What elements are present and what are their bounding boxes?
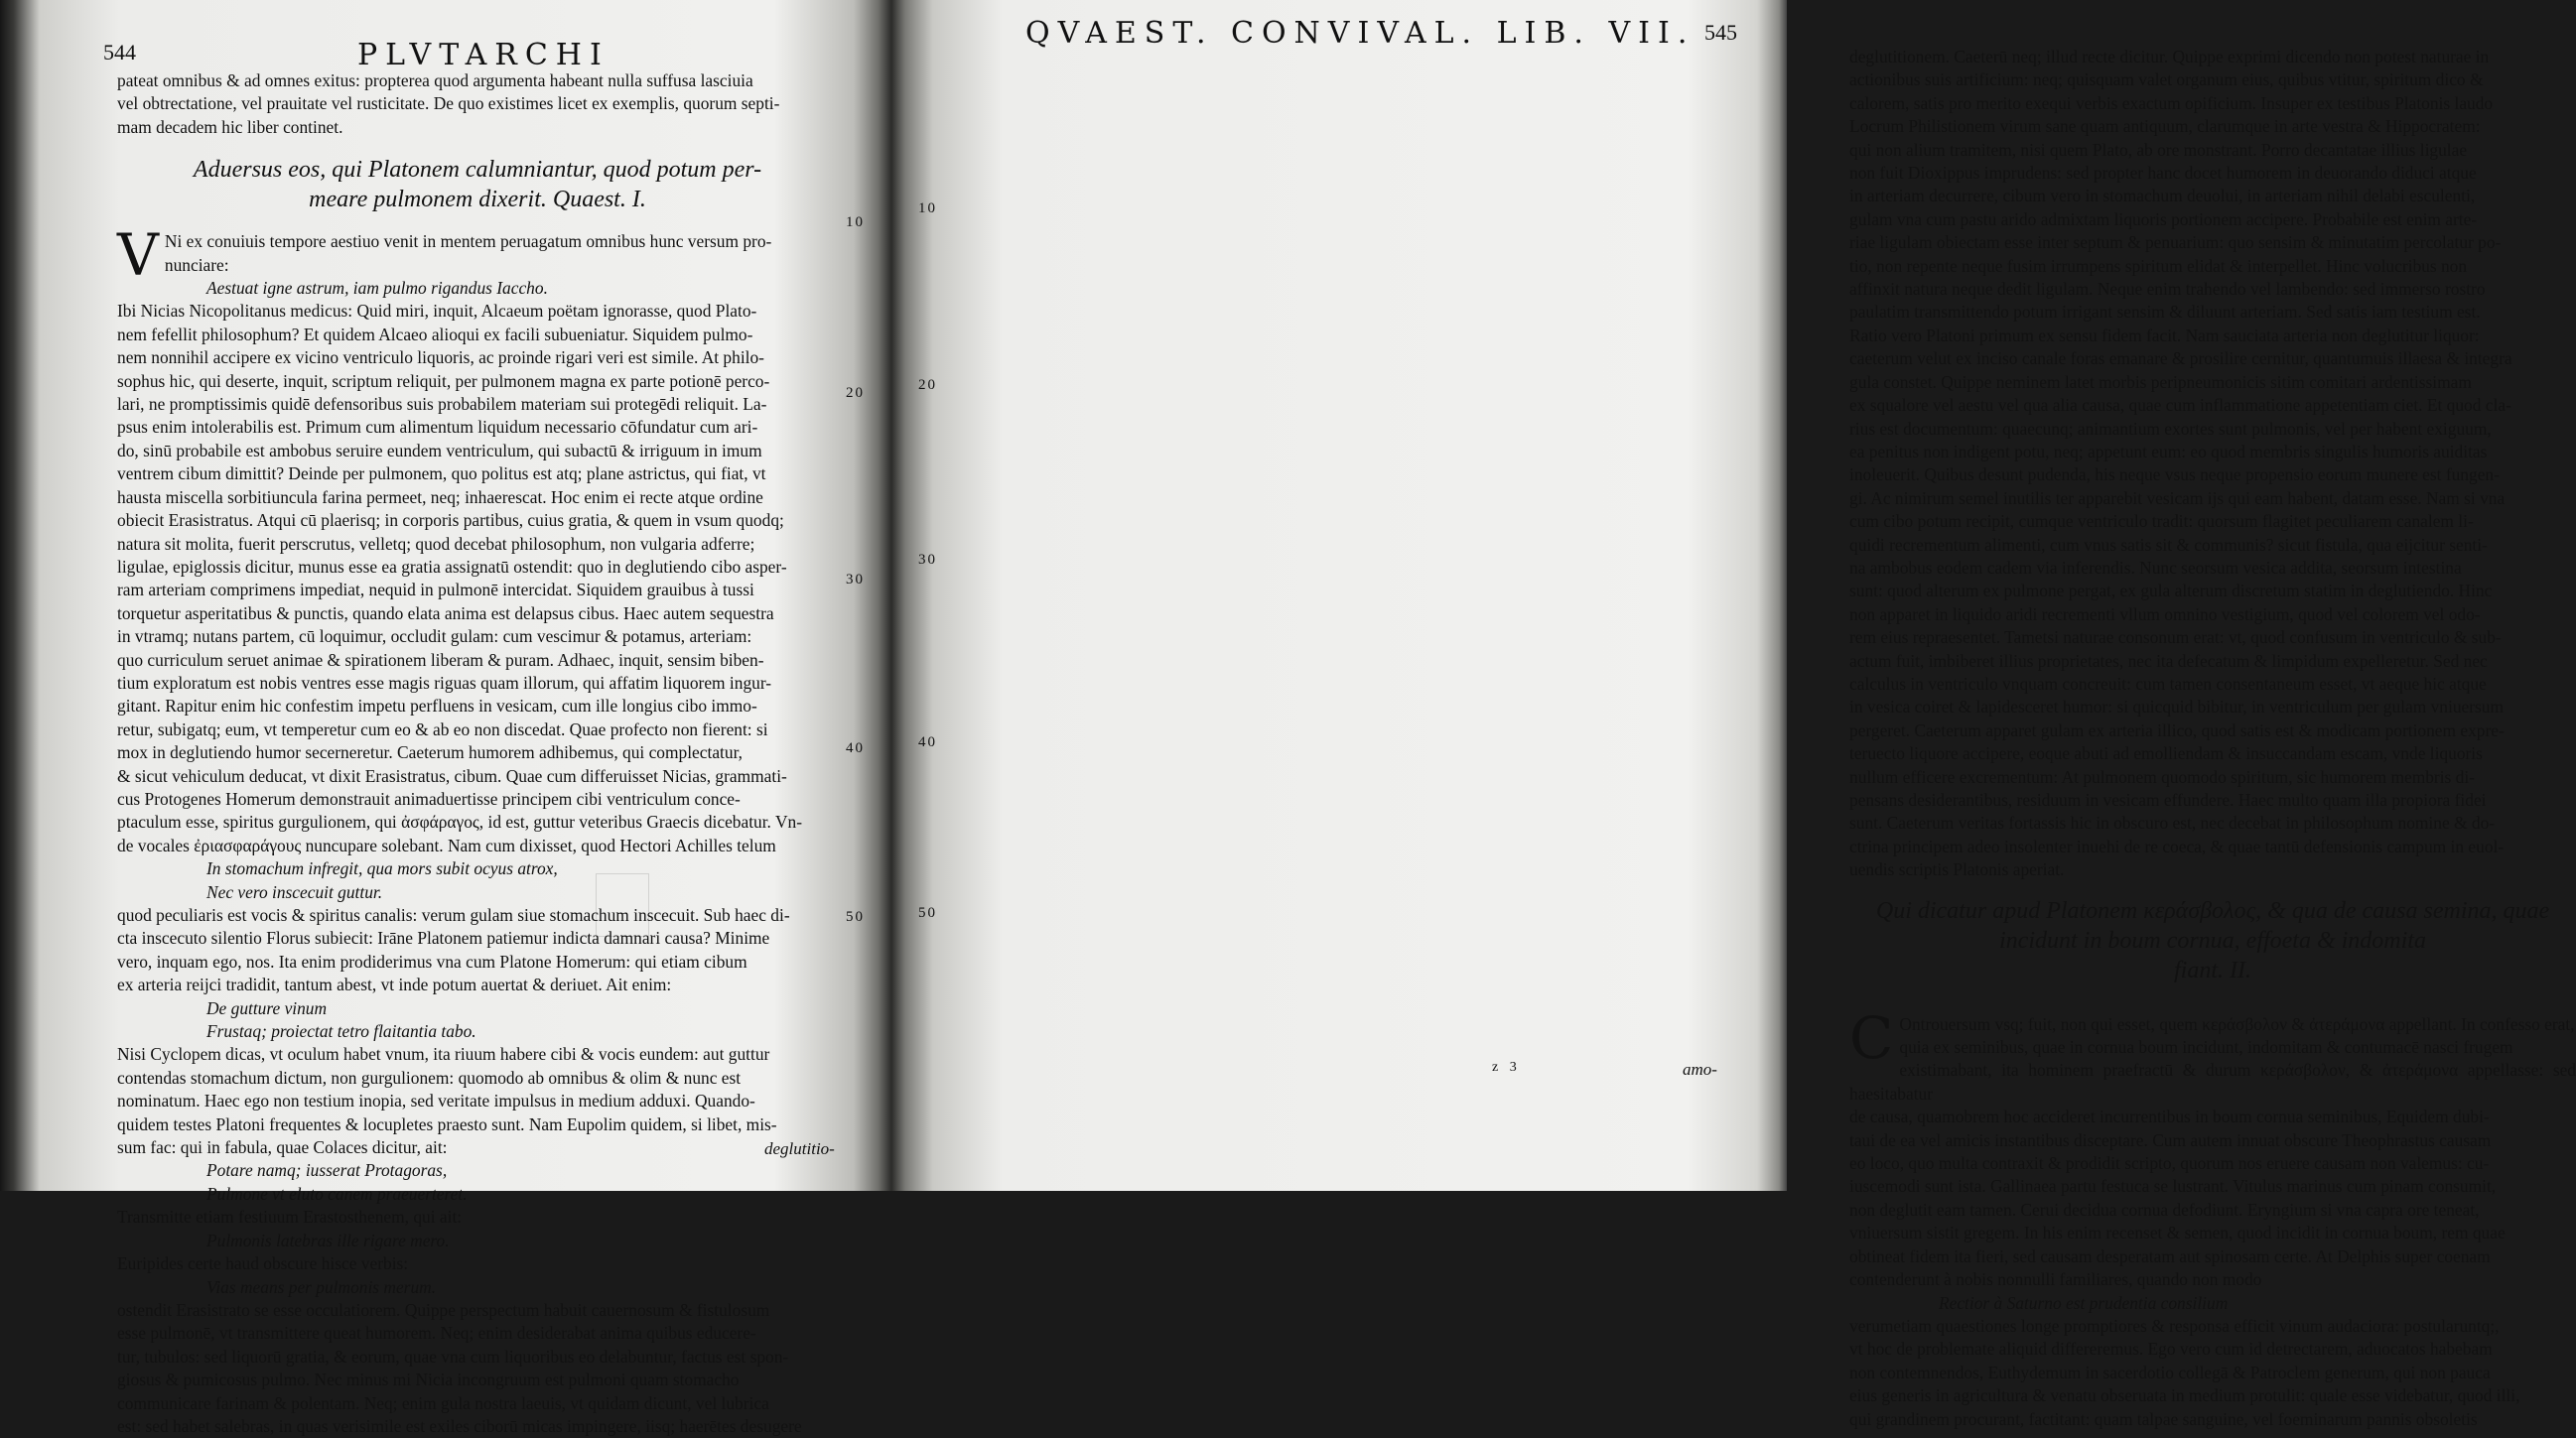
text-line: qui grandinem procurant, factitant: quam talpae sanguine, vel foeminarum pannis obsoletis: [1849, 1408, 2478, 1429]
text-line: sum fac: qui in fabula, quae Colaces dicitur, ait:: [117, 1137, 448, 1158]
text-line: non contemnendos, Euthydemum in sacerdotio collegā & Patroclem generum, qui non pauca: [1849, 1362, 2491, 1382]
question-heading: incidunt in boum cornua, effoeta & indomita: [1999, 927, 2426, 954]
text-line: Ibi Nicias Nicopolitanus medicus: Quid miri, inquit, Alcaeum poëtam ignorasse, quod Plato-: [117, 301, 757, 322]
right-line-number-20: 20: [918, 377, 937, 393]
text-line: nominatum. Haec ego non testium inopia, sed veritate impulsus in medium adduxi. Quando-: [117, 1091, 755, 1111]
right-page: [898, 0, 2576, 1429]
text-line: actum fuit, imbiberet illius proprietates, nec ita defecatum & limpidum expelleretur. Sed nec: [1849, 650, 2488, 671]
verse-quotation: Pulmone vt eluto canem praeuerteret.: [206, 1183, 468, 1204]
text-line: Euripides certe haud obscure hisce verbis:: [117, 1253, 409, 1274]
text-line: ea penitus non indigent potu, neq; appetunt eum: eo quod membris singulis humoris auiditas: [1849, 441, 2488, 461]
text-line: in vtramq; nutans partem, cū loquimur, occludit gulam: cum vescimur & potamus, arteriam:: [117, 626, 752, 647]
verse-quotation: Pulmonis latebras ille rigare mero.: [206, 1230, 450, 1250]
verse-quotation: Potare namq; iusserat Protagoras,: [206, 1160, 448, 1181]
text-line: actionibus suis artificium: neq; quisquam valet organum eius, quibus vtitur, spiritum dico &: [1849, 69, 2484, 90]
left-page: [0, 0, 888, 1436]
text-line: ligulae, epiglossis dicitur, munus esse ea gratia assignatū ostendit: quo in deglutiendo cibo asper-: [117, 556, 787, 577]
left-folio: 544: [103, 40, 136, 65]
verse-quotation: Aestuat igne astrum, iam pulmo rigandus Iaccho.: [206, 278, 548, 299]
intro-text-line: mam decadem hic liber continet.: [117, 116, 343, 137]
text-line: cum cibo potum recipit, cumque ventriculo tradit: quorsum flagitet peculiarem canalem li-: [1849, 511, 2474, 532]
text-line: & sicut vehiculum deducat, vt dixit Erasistratus, cibum. Quae cum differuisset Nicias, grammati-: [117, 765, 787, 786]
text-line: ventrem cibum dimittit? Deinde per pulmonem, quo politus est atq; plane astrictus, qui fiat, vt: [117, 463, 766, 484]
text-line: cus Protogenes Homerum demonstrauit animaduertisse principem cibi ventriculum conce-: [117, 788, 741, 809]
text-line: natura sit molita, fuerit perscrutus, velletq; quod decebat philosophum, non vulgaria adferre;: [117, 533, 755, 554]
text-line: gitant. Rapitur enim hic confestim impetu perfluens in vesicam, cum ille longius cibo immo-: [117, 696, 757, 717]
question-heading: meare pulmonem dixerit. Quaest. I.: [309, 187, 646, 213]
intro-text-line: pateat omnibus & ad omnes exitus: propterea quod argumenta habeant nulla suffusa lasciuia: [117, 70, 753, 90]
right-line-number-50: 50: [918, 905, 937, 921]
right-catchword: amo-: [1683, 1060, 1717, 1079]
text-line: caeterum velut ex inciso canale foras emanare & prosilire cernitur, quantumuis illaesa & integra: [1849, 348, 2512, 369]
question-heading: fiant. II.: [2174, 957, 2251, 983]
right-folio: 545: [1704, 20, 1737, 45]
text-line: iuscemodi sunt ista. Gallinaea partu festuca se lustrant. Vitulus marinus cum pinam consumit,: [1849, 1176, 2497, 1197]
left-line-number-30: 30: [846, 572, 865, 588]
signature-mark: z 3: [1492, 1060, 1521, 1075]
right-line-number-30: 30: [918, 552, 937, 568]
text-line: do, sinū probabile est ambobus seruire eundem ventriculum, qui subactū & irriguum in imum: [117, 440, 762, 460]
drop-capital: V: [117, 221, 159, 290]
text-line: Ontrouersum vsq; fuit, non qui esset, quem κεράσβολον & ἀτεράμονα appellant. In confesso erat,: [1899, 1013, 2575, 1034]
text-line: calculus in ventriculo vnquam concreuit: cum tamen consentaneum esset, vt aeque hic atque: [1849, 673, 2487, 694]
text-line: qui non alium tramitem, nisi quem Plato, ab ore monstrant. Porro decantatae illius ligulae: [1849, 139, 2468, 160]
text-line: taui de ea vel amicis instantibus disceptare. Cum autem innuat obscure Theophrastus causam: [1849, 1129, 2492, 1150]
text-line: affinxit natura neque dedit ligulam. Neque enim trahendo vel lambendo: sed immerso rostro: [1849, 279, 2486, 300]
text-line: gula constet. Quippe neminem latet morbis peripneumonicis sitim comitari ardentissimam: [1849, 371, 2472, 392]
text-line: deglutitionem. Caeterū neq; illud recte dicitur. Quippe exprimi dicendo non potest naturae in: [1849, 47, 2490, 66]
text-line: vniuersum sistit gregem. In his enim recenset & semen, quod incidit in cornua boum, rem quae: [1849, 1223, 2506, 1243]
left-line-number-20: 20: [846, 385, 865, 401]
text-line: giosus & pumicosus pulmo. Nec minus mi Nicia incongruum est pulmoni quam stomacho: [117, 1370, 740, 1390]
text-line: sunt. Caeterum veritas fortassis hic in obscuro est, nec decebat in philosophum nomine & do-: [1849, 813, 2496, 834]
text-line: non apparet in liquido aridi recrementi vllum omnino vestigium, quod vel colorem vel odo-: [1849, 603, 2481, 624]
text-line: gi. Ac nimirum semel inutilis ter apparebit vesicam ijs qui eam habent, datam esse. Nam si vna: [1849, 487, 2506, 508]
text-line: nem nonnihil accipere ex vicino ventriculo liquoris, ac proinde rigari veri est simile. At philo-: [117, 347, 764, 368]
verse-quotation: In stomachum infregit, qua mors subit ocyus atrox,: [206, 858, 558, 879]
verse-quotation: Vias means per pulmonis merum.: [206, 1276, 437, 1297]
text-line: est: sed habet salebras, in quas verisimile est exiles ciborū micas impingere, iisq; haerētes desugere: [117, 1415, 802, 1436]
text-line: sophus hic, qui deserte, inquit, scriptum reliquit, per pulmonem magna ex parte potionē perco-: [117, 370, 770, 391]
right-line-number-10: 10: [918, 200, 937, 216]
text-line: vt hoc de problemate aliquid differeremus. Ego vero cum id detrectarem, aduocatos habebam: [1849, 1339, 2493, 1360]
text-line: quod peculiaris est vocis & spiritus canalis: verum gulam siue stomachum inscecuit. Sub haec di-: [117, 905, 790, 925]
text-line: Transmitte etiam festiuum Erastosthenem, qui ait:: [117, 1207, 463, 1228]
text-line: nullum efficere excrementum: At pulmonem quomodo spiritum, sic humorem membris di-: [1849, 766, 2475, 787]
text-line: obiecit Erasistratus. Atqui cū plaerisq; in corporis partibus, cuius gratia, & quem in vsum quodq;: [117, 510, 784, 531]
intro-text-line: vel obtrectatione, vel prauitate vel rusticitate. De quo existimes licet ex exemplis, quorum septi-: [117, 93, 780, 114]
text-line: eius generis in agricultura & venatu obseruata in medium protulit: quale esse videbatur, quod illi,: [1849, 1385, 2520, 1406]
spacer: [1849, 882, 2576, 896]
text-line: existimabant, ita hominem praefractū & durum κεράσβολον, & ἀτεράμονα appellasse: sed haesitabatur: [1849, 1060, 2576, 1104]
verse-quotation: Frustaq; proiectat tetro flaitantia tabo.: [206, 1021, 476, 1042]
text-line: tur, tubulos: sed liquorū gratia, & eorum, quae vna cum liquoribus eo delabuntur, factus est spon-: [117, 1346, 789, 1367]
text-line: quia ex seminibus, quae in cornua boum incidunt, indomitam & contumacē nasci frugem: [1899, 1037, 2513, 1058]
text-line: eo loco, quo multa contraxit & prodidit scripto, quorum nos eruere causam non valemus: cu-: [1849, 1153, 2490, 1174]
question-heading: Aduersus eos, qui Platonem calumniantur, quod potum per-: [193, 157, 762, 184]
text-line: communicare farinam & polentam. Neq; enim gula nostra laeuis, vt quidam dicunt, vel lubrica: [117, 1392, 769, 1413]
text-line: uendis scriptis Platonis aperiat.: [1849, 859, 2065, 880]
text-line: de causa, quamobrem hoc accideret incurrentibus in boum cornua seminibus, Equidem dubi-: [1849, 1107, 2490, 1127]
text-line: in vesica coiret & lapidesceret humor: si quicquid bibitur, in ventriculum per gulam vniuersum: [1849, 697, 2505, 718]
text-line: quidem testes Platoni frequentes & locupletes praesto sunt. Nam Eupolim quidem, si libet, mis-: [117, 1113, 777, 1134]
text-line: ex arteria reijci tradidit, tantum abest, vt inde potum auertat & deriuet. Ait enim:: [117, 975, 672, 995]
right-running-head: QVAEST. CONVIVAL. LIB. VII.: [1025, 16, 1695, 51]
text-line: Locrum Philistionem virum sane quam antiquum, clarumque in arte vestra & Hippocratem:: [1849, 116, 2481, 137]
text-line: cta inscecuto silentio Florus subiecit: Irāne Platonem patiemur indicta damnari causa? Minime: [117, 928, 770, 949]
text-line: esse pulmonē, vt transmittere queat humorem. Neq; enim desiderabat anima quibus educere-: [117, 1323, 756, 1344]
text-line: gulam vna cum pastu arido admixtam liquoris portionem accipere. Probabile est enim arte-: [1849, 208, 2478, 229]
text-line: pensans desiderantibus, residuum in vesicam effundere. Haec multo quam illa propiora fidei: [1849, 790, 2487, 810]
text-line: obtineat fidem ita fieri, sed causam desperatam aut spinosam certe. At Delphis super coenam: [1849, 1245, 2491, 1266]
text-line: rem eius repraesentet. Tametsi naturae consonum erat: vt, quod confusum in ventriculo & sub-: [1849, 627, 2502, 648]
text-line: Ni ex conuiuis tempore aestiuo venit in mentem peruagatum omnibus hunc versum pro-: [164, 231, 772, 252]
text-line: riae ligulam obiectam esse inter septum & penuarium: quo sensim & minutatim percolatur po-: [1849, 232, 2502, 253]
text-line: inoleuerit. Quibus desunt pudenda, his neque vsus neque propensio eorum munere est fungen-: [1849, 464, 2500, 485]
text-line: pergeret. Caeterum apparet gulam ex arteria illico, quod satis est & modicam portionem expre-: [1849, 719, 2505, 740]
text-line: tio, non repente neque fusim irrumpens spiritum elidat & interpellet. Hinc volucribus non: [1849, 255, 2468, 276]
text-line: torquetur asperitatibus & punctis, quando elata anima est delapsus cibus. Haec autem sequestra: [117, 602, 774, 623]
text-line: ptaculum esse, spiritus gurgulionem, qui ἀσφάραγος, id est, guttur veteribus Graecis dicebatur. Vn-: [117, 812, 802, 833]
text-line: nunciare:: [164, 254, 229, 275]
text-line: na ambobus eodem cadem via inferendis. Nunc seorsum vesica addita, seorsum intestina: [1849, 557, 2462, 578]
spacer: [1849, 985, 2576, 1013]
text-line: ram arteriam comprimens impediat, nequid in pulmonē intercidat. Siquidem grauibus à tussi: [117, 580, 754, 600]
verse-quotation: Rectior à Saturno est prudentia consilium: [1939, 1292, 2229, 1313]
spacer: [117, 139, 838, 155]
text-line: verumetiam quaestiones longe promptiores & responsa efficit vinum audaciora: postularuntq;,: [1849, 1315, 2500, 1336]
text-line: ctrina principem adeo insolenter inuehi de re coeca, & quae tantū defensionis campum in euol-: [1849, 836, 2505, 856]
opening-paragraph: [1849, 1003, 2576, 1292]
text-line: teruecto liquore accipere, eoque abuti ad emolliendam & insuccandam escam, vnde liquoris: [1849, 743, 2483, 764]
text-line: sunt: quod alterum ex pulmone pergat, ex gula alterum discretum statim in deglutiendo. Hinc: [1849, 581, 2493, 601]
text-line: ex squalore vel aestu vel qua alia causa, quae cum inflammatione appetentiam ciet. Et quod cla-: [1849, 395, 2511, 416]
text-line: contenderunt à nobis nonnulli familiares, quando non modo: [1849, 1269, 2262, 1290]
text-line: non deglutit eam tamen. Cerui decidua cornua defodiunt. Eryngium si vna capra ore teneat,: [1849, 1199, 2480, 1220]
left-line-number-50: 50: [846, 909, 865, 925]
text-line: de vocales ἐριασφαράγους nuncupare solebant. Nam cum dixisset, quod Hectori Achilles telum: [117, 835, 776, 855]
text-line: paulatim transmittendo potum irrigant sensim & diluunt arteriam. Sed satis iam testium est.: [1849, 302, 2481, 323]
text-line: calorem, satis pro merito exequi verbis exactum opificium. Insuper ex testibus Platonis laudo: [1849, 92, 2494, 113]
text-line: quidi recrementum alimenti, cum vnus satis sit & communis? sicut fistula, qua eijcitur senti-: [1849, 534, 2488, 555]
left-line-number-40: 40: [846, 740, 865, 756]
left-running-head: PLVTARCHI: [357, 38, 610, 72]
text-line: nem fefellit philosophum? Et quidem Alcaeo alioqui ex facili subueniatur. Siquidem pulmo-: [117, 324, 753, 344]
drop-capital: C: [1849, 1003, 1894, 1072]
verse-quotation: Nec vero inscecuit guttur.: [206, 881, 383, 902]
text-line: psus enim intolerabilis est. Primum cum alimentum liquidum necessario cōfundatur cum ari-: [117, 417, 758, 438]
text-line: ostendit Erasistrato se esse occulatiorem. Quippe perspectum habuit cauernosum & fistulosum: [117, 1299, 770, 1320]
text-line: in arteriam decurrere, cibum vero in stomachum deuolui, in arteriam nihil delabi esculenti,: [1849, 186, 2476, 206]
text-line: Ratio vero Platoni primum ex sensu fidem facit. Nam sauciata arteria non deglutitur liquor:: [1849, 325, 2480, 345]
text-line: vero, inquam ego, nos. Ita enim prodiderimus vna cum Platone Homerum: qui etiam cibum: [117, 951, 747, 972]
right-line-number-40: 40: [918, 734, 937, 750]
text-line: mox in deglutiendo humor secerneretur. Caeterum humorem adhibemus, qui complectatur,: [117, 742, 744, 763]
right-text-column: [1849, 46, 2576, 1429]
left-line-number-10: 10: [846, 214, 865, 230]
text-line: rius est documentum: quaecunq; animantium exortes sunt pulmonis, vel per habent exiguum,: [1849, 418, 2492, 439]
spacer: [117, 214, 838, 230]
verse-quotation: De gutture vinum: [206, 997, 328, 1018]
text-line: quo curriculum seruet animae & spirationem liberam & puram. Adhaec, inquit, sensim biben-: [117, 649, 764, 670]
text-line: lari, ne promptissimis quidē defensoribus suis probabilem materiam sui protegēdi reliquit. La-: [117, 394, 767, 415]
text-line: tium exploratum est nobis ventres esse magis riguas quam illorum, qui affatim liquorem ingur-: [117, 672, 772, 693]
text-line: Nisi Cyclopem dicas, vt oculum habet vnum, ita riuum habere cibi & vocis eundem: aut guttur: [117, 1044, 770, 1065]
question-heading: Qui dicatur apud Platonem κεράσβολος, & qua de causa semina, quae: [1875, 897, 2550, 924]
text-line: hausta miscella sorbitiuncula farina permeet, neq; inhaerescat. Hoc enim ei recte atque ordine: [117, 486, 763, 507]
text-line: retur, subigatq; eum, vt temperetur cum eo & ab eo non discedat. Quae profecto non fierent: si: [117, 719, 768, 739]
left-catchword: deglutitio-: [764, 1139, 835, 1158]
text-line: contendas stomachum dictum, non gurgulionem: quomodo ab omnibus & olim & nunc est: [117, 1067, 742, 1088]
text-line: non fuit Dioxippus imprudens: sed propter hanc docet humorem in deuorando diduci atque: [1849, 163, 2477, 184]
